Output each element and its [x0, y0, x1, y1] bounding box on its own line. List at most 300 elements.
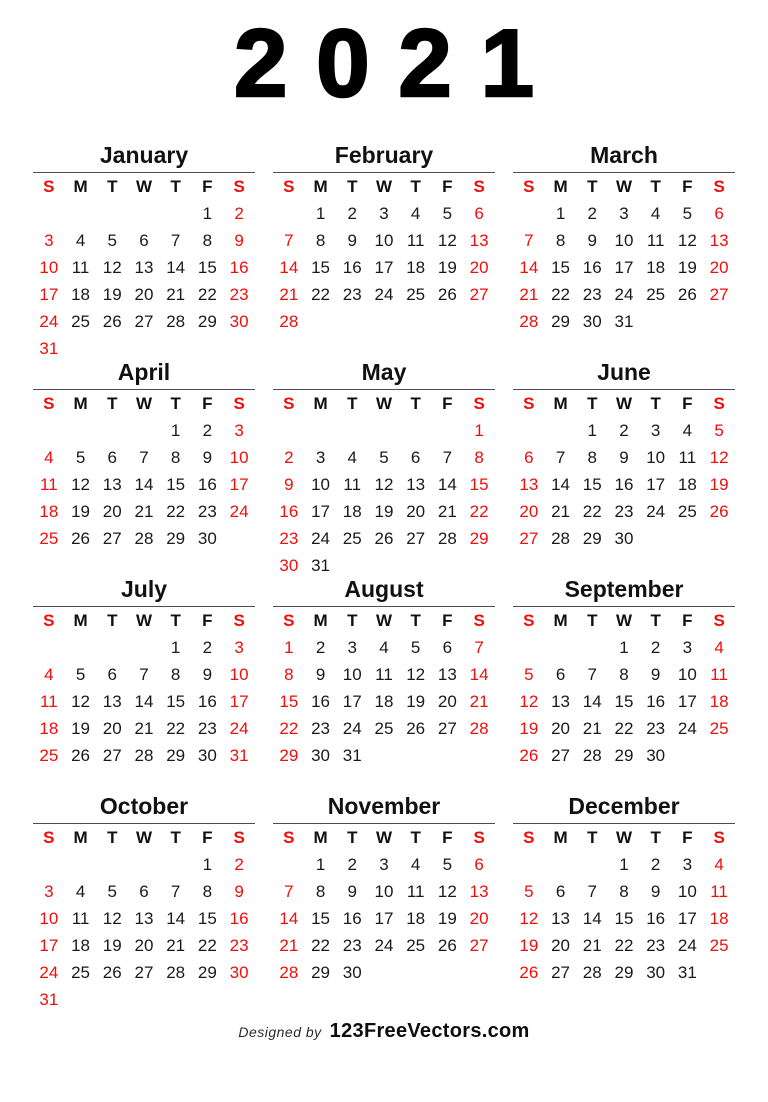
day-cell: 22 [166, 501, 186, 521]
empty-cell [513, 417, 545, 444]
day-cell: 29 [469, 528, 489, 548]
weekday-header: T [347, 177, 358, 197]
week-row [33, 742, 255, 769]
weekday-header: F [682, 394, 693, 414]
day-cell: 17 [229, 474, 249, 494]
week-row [273, 661, 495, 688]
month-title: July [120, 576, 168, 602]
day-cell: 23 [229, 284, 249, 304]
empty-cell [65, 851, 97, 878]
day-cell: 16 [279, 501, 299, 521]
day-cell: 16 [342, 257, 362, 277]
day-cell: 11 [678, 447, 697, 467]
day-cell: 2 [234, 203, 244, 223]
day-cell: 21 [279, 935, 299, 955]
day-cell: 22 [279, 718, 299, 738]
day-cell: 19 [71, 718, 91, 738]
day-cell: 16 [582, 257, 602, 277]
empty-cell [65, 417, 97, 444]
week-row [33, 417, 255, 444]
week-row [273, 851, 495, 878]
weekday-header: W [375, 611, 392, 631]
month-grid [33, 174, 255, 362]
empty-cell [128, 200, 160, 227]
day-cell: 8 [202, 230, 213, 250]
day-cell: 20 [469, 908, 489, 928]
day-cell: 23 [646, 718, 666, 738]
weekday-header: M [313, 828, 328, 848]
weekday-header: F [202, 611, 213, 631]
day-cell: 22 [197, 935, 217, 955]
day-cell: 25 [677, 501, 697, 521]
month-july [33, 576, 255, 793]
month-december [513, 793, 735, 1010]
day-cell: 17 [677, 908, 697, 928]
day-cell: 1 [315, 203, 326, 223]
day-cell: 19 [519, 935, 539, 955]
day-cell: 8 [587, 447, 597, 467]
week-row [513, 715, 735, 742]
day-cell: 5 [682, 203, 693, 223]
week-row [33, 254, 255, 281]
day-cell: 9 [234, 230, 244, 250]
weekday-header: M [313, 394, 328, 414]
day-cell: 18 [677, 474, 697, 494]
day-cell: 14 [166, 257, 186, 277]
day-cell: 4 [682, 420, 693, 440]
week-row [273, 417, 495, 444]
month-grid [273, 825, 495, 986]
day-cell: 13 [134, 257, 154, 277]
day-cell: 30 [197, 745, 217, 765]
day-cell: 13 [102, 691, 122, 711]
day-cell: 1 [170, 420, 181, 440]
day-cell: 17 [614, 257, 634, 277]
day-cell: 1 [474, 420, 484, 440]
week-row [33, 498, 255, 525]
empty-cell [703, 959, 735, 986]
day-cell: 24 [311, 528, 331, 548]
week-row [33, 444, 255, 471]
day-cell: 26 [102, 311, 122, 331]
weekday-header: F [202, 394, 213, 414]
day-cell: 30 [279, 555, 299, 575]
weekday-header: S [233, 828, 245, 848]
day-cell: 29 [197, 311, 217, 331]
day-cell: 13 [469, 881, 489, 901]
day-cell: 31 [342, 745, 362, 765]
empty-cell [576, 634, 608, 661]
day-cell: 8 [474, 447, 484, 467]
month-divider [33, 172, 255, 173]
day-cell: 31 [311, 555, 331, 575]
day-cell: 30 [646, 962, 666, 982]
weekday-header: S [283, 611, 295, 631]
day-cell: 16 [197, 474, 217, 494]
empty-cell [703, 742, 735, 769]
day-cell: 23 [311, 718, 331, 738]
weekday-header: T [107, 611, 118, 631]
weekday-header: T [410, 394, 421, 414]
weekday-header: W [615, 611, 632, 631]
day-cell: 15 [469, 474, 489, 494]
day-cell: 23 [342, 284, 362, 304]
day-cell: 18 [406, 257, 426, 277]
day-cell: 12 [71, 691, 91, 711]
week-row [513, 688, 735, 715]
empty-cell [273, 200, 305, 227]
day-cell: 3 [347, 637, 357, 657]
day-cell: 18 [374, 691, 394, 711]
day-cell: 21 [551, 501, 571, 521]
month-may [273, 359, 495, 576]
day-cell: 4 [650, 203, 661, 223]
weekday-header: T [650, 177, 661, 197]
day-cell: 3 [682, 854, 693, 874]
day-cell: 20 [102, 718, 122, 738]
day-cell: 19 [519, 718, 539, 738]
weekday-header: T [410, 177, 421, 197]
month-april [33, 359, 255, 576]
month-divider [273, 389, 495, 390]
week-row [33, 986, 255, 1013]
day-cell: 18 [709, 691, 729, 711]
month-divider [513, 172, 735, 173]
day-cell: 16 [614, 474, 634, 494]
day-cell: 17 [39, 935, 59, 955]
weekday-header: F [202, 177, 213, 197]
weekday-header: F [442, 611, 453, 631]
weekday-header: S [43, 177, 55, 197]
empty-cell [368, 959, 400, 986]
day-cell: 3 [619, 203, 629, 223]
day-cell: 20 [102, 501, 122, 521]
day-cell: 10 [677, 881, 697, 901]
day-cell: 26 [102, 962, 122, 982]
weekday-header: T [587, 177, 598, 197]
empty-cell [400, 742, 432, 769]
weekday-header: S [283, 828, 295, 848]
day-cell: 2 [315, 637, 326, 657]
weekday-header: T [587, 828, 598, 848]
week-row [33, 932, 255, 959]
day-cell: 25 [374, 718, 394, 738]
day-cell: 4 [44, 664, 54, 684]
day-cell: 12 [437, 230, 457, 250]
day-cell: 5 [442, 854, 453, 874]
week-row [273, 634, 495, 661]
day-cell: 1 [619, 637, 629, 657]
day-cell: 6 [555, 664, 566, 684]
empty-cell [400, 959, 432, 986]
day-cell: 4 [75, 881, 86, 901]
weekday-header-row [513, 391, 735, 417]
day-cell: 10 [677, 664, 697, 684]
day-cell: 20 [469, 257, 489, 277]
day-cell: 27 [551, 962, 571, 982]
day-cell: 25 [406, 284, 426, 304]
empty-cell [368, 417, 400, 444]
day-cell: 10 [311, 474, 331, 494]
empty-cell [33, 200, 65, 227]
day-cell: 26 [374, 528, 394, 548]
empty-cell [400, 308, 432, 335]
week-row [273, 715, 495, 742]
week-row [33, 851, 255, 878]
day-cell: 29 [166, 528, 186, 548]
day-cell: 24 [646, 501, 666, 521]
weekday-header-row [33, 608, 255, 634]
day-cell: 28 [582, 745, 602, 765]
day-cell: 11 [40, 691, 58, 711]
day-cell: 10 [39, 908, 59, 928]
day-cell: 1 [619, 854, 629, 874]
day-cell: 1 [170, 637, 181, 657]
day-cell: 29 [551, 311, 571, 331]
week-row [273, 959, 495, 986]
day-cell: 5 [379, 447, 389, 467]
month-title: September [564, 576, 684, 602]
day-cell: 6 [139, 230, 149, 250]
day-cell: 7 [170, 230, 181, 250]
weekday-header: T [650, 611, 661, 631]
day-cell: 15 [311, 257, 331, 277]
day-cell: 17 [374, 257, 394, 277]
month-title: August [344, 576, 424, 602]
day-cell: 3 [650, 420, 661, 440]
week-row [513, 878, 735, 905]
year-title: 2021 [234, 10, 563, 117]
week-row [33, 905, 255, 932]
day-cell: 29 [197, 962, 217, 982]
empty-cell [672, 308, 704, 335]
day-cell: 26 [406, 718, 426, 738]
weekday-header: S [523, 611, 535, 631]
weekday-header: F [202, 828, 213, 848]
day-cell: 5 [714, 420, 724, 440]
weekday-header: T [170, 177, 181, 197]
day-cell: 6 [474, 854, 484, 874]
day-cell: 3 [315, 447, 326, 467]
empty-cell [192, 986, 224, 1013]
weekday-header: S [43, 611, 55, 631]
month-august [273, 576, 495, 793]
day-cell: 19 [437, 257, 457, 277]
day-cell: 29 [166, 745, 186, 765]
weekday-header: S [713, 828, 725, 848]
empty-cell [223, 986, 255, 1013]
empty-cell [703, 308, 735, 335]
weekday-header: W [135, 828, 152, 848]
brand-name: 123FreeVectors.com [329, 1020, 530, 1042]
day-cell: 22 [197, 284, 217, 304]
weekday-header: W [615, 828, 632, 848]
day-cell: 23 [614, 501, 634, 521]
day-cell: 19 [709, 474, 729, 494]
month-title: December [568, 793, 680, 819]
weekday-header: W [375, 394, 392, 414]
month-title: June [597, 359, 651, 385]
day-cell: 7 [284, 230, 294, 250]
empty-cell [336, 308, 368, 335]
day-cell: 7 [139, 664, 149, 684]
day-cell: 12 [102, 908, 122, 928]
week-row [33, 878, 255, 905]
day-cell: 14 [134, 474, 154, 494]
day-cell: 28 [134, 528, 154, 548]
empty-cell [96, 634, 128, 661]
day-cell: 13 [519, 474, 539, 494]
month-divider [273, 606, 495, 607]
day-cell: 27 [469, 935, 489, 955]
weekday-header: S [283, 177, 295, 197]
empty-cell [223, 525, 255, 552]
day-cell: 18 [709, 908, 729, 928]
day-cell: 21 [166, 284, 186, 304]
day-cell: 18 [39, 718, 59, 738]
empty-cell [160, 851, 192, 878]
day-cell: 9 [587, 230, 597, 250]
day-cell: 19 [406, 691, 426, 711]
weekday-header-row [33, 825, 255, 851]
day-cell: 19 [71, 501, 91, 521]
weekday-header: W [135, 394, 152, 414]
day-cell: 11 [710, 664, 728, 684]
week-row [273, 281, 495, 308]
day-cell: 2 [202, 420, 213, 440]
day-cell: 31 [39, 989, 59, 1009]
day-cell: 18 [406, 908, 426, 928]
day-cell: 5 [524, 881, 534, 901]
empty-cell [432, 308, 464, 335]
day-cell: 9 [202, 664, 213, 684]
day-cell: 2 [234, 854, 244, 874]
day-cell: 13 [134, 908, 154, 928]
weekday-header-row [513, 174, 735, 200]
empty-cell [672, 742, 704, 769]
day-cell: 5 [442, 203, 453, 223]
day-cell: 16 [646, 691, 666, 711]
day-cell: 5 [107, 230, 117, 250]
weekday-header: T [347, 828, 358, 848]
empty-cell [160, 986, 192, 1013]
weekday-header: S [713, 177, 725, 197]
empty-cell [432, 959, 464, 986]
day-cell: 30 [342, 962, 362, 982]
day-cell: 22 [582, 501, 602, 521]
weekday-header: M [73, 611, 88, 631]
day-cell: 6 [410, 447, 421, 467]
week-row [33, 308, 255, 335]
week-row [513, 471, 735, 498]
day-cell: 22 [614, 718, 634, 738]
day-cell: 23 [279, 528, 299, 548]
day-cell: 26 [71, 528, 91, 548]
day-cell: 12 [71, 474, 91, 494]
day-cell: 25 [71, 311, 91, 331]
month-grid [33, 391, 255, 552]
month-divider [273, 823, 495, 824]
weekday-header: S [713, 394, 725, 414]
day-cell: 14 [279, 908, 299, 928]
empty-cell [273, 851, 305, 878]
day-cell: 8 [170, 447, 181, 467]
day-cell: 12 [709, 447, 729, 467]
month-grid [513, 174, 735, 335]
weekday-header: F [442, 828, 453, 848]
day-cell: 8 [284, 664, 294, 684]
weekday-header: F [682, 828, 693, 848]
day-cell: 26 [437, 284, 457, 304]
day-cell: 7 [587, 881, 597, 901]
week-row [513, 905, 735, 932]
day-cell: 27 [102, 528, 122, 548]
day-cell: 10 [342, 664, 362, 684]
day-cell: 14 [134, 691, 154, 711]
day-cell: 29 [311, 962, 331, 982]
day-cell: 17 [311, 501, 331, 521]
day-cell: 4 [410, 854, 421, 874]
day-cell: 7 [442, 447, 453, 467]
day-cell: 14 [279, 257, 299, 277]
day-cell: 9 [202, 447, 213, 467]
day-cell: 15 [166, 474, 186, 494]
day-cell: 3 [379, 854, 389, 874]
day-cell: 22 [551, 284, 571, 304]
day-cell: 29 [614, 745, 634, 765]
empty-cell [305, 417, 337, 444]
day-cell: 4 [714, 637, 724, 657]
day-cell: 14 [551, 474, 571, 494]
day-cell: 15 [551, 257, 571, 277]
week-row [33, 688, 255, 715]
month-title: March [590, 142, 658, 168]
day-cell: 11 [71, 257, 90, 277]
month-divider [33, 389, 255, 390]
week-row [273, 471, 495, 498]
weekday-header: F [442, 177, 453, 197]
day-cell: 21 [582, 718, 602, 738]
month-grid [273, 608, 495, 769]
day-cell: 23 [342, 935, 362, 955]
weekday-header-row [33, 391, 255, 417]
day-cell: 21 [134, 501, 154, 521]
day-cell: 28 [279, 311, 299, 331]
week-row [273, 525, 495, 552]
day-cell: 29 [582, 528, 602, 548]
weekday-header: T [107, 394, 118, 414]
day-cell: 14 [166, 908, 186, 928]
weekday-header: S [473, 611, 485, 631]
day-cell: 24 [229, 501, 249, 521]
day-cell: 24 [374, 935, 394, 955]
day-cell: 13 [437, 664, 457, 684]
empty-cell [545, 634, 577, 661]
day-cell: 3 [379, 203, 389, 223]
month-grid [513, 825, 735, 986]
day-cell: 11 [375, 664, 393, 684]
day-cell: 10 [229, 447, 249, 467]
week-row [273, 905, 495, 932]
day-cell: 6 [139, 881, 149, 901]
weekday-header: T [170, 611, 181, 631]
weekday-header: S [233, 611, 245, 631]
month-divider [513, 606, 735, 607]
day-cell: 27 [709, 284, 729, 304]
month-title: November [327, 793, 441, 819]
day-cell: 9 [315, 664, 326, 684]
weekday-header: M [313, 177, 328, 197]
